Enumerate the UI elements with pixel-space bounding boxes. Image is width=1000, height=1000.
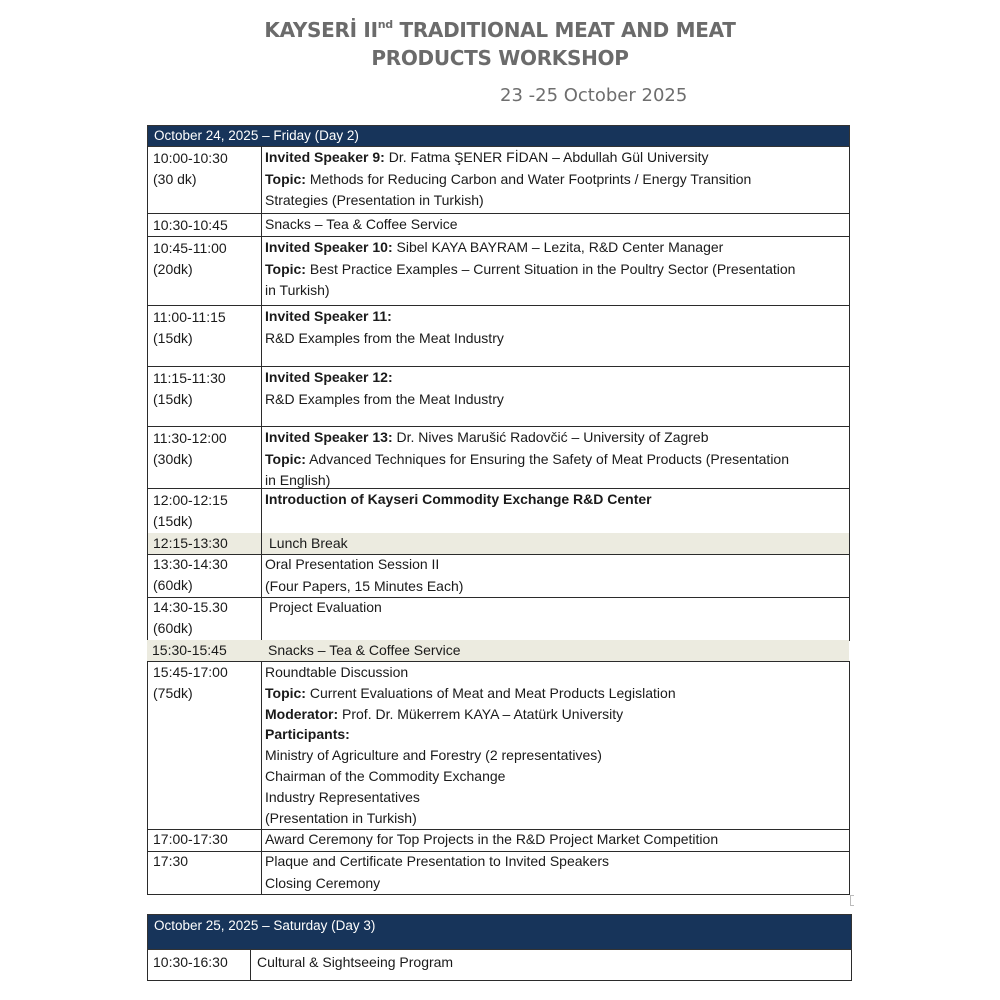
speaker-name: Sibel KAYA BAYRAM – Lezita, R&D Center Manager	[392, 239, 724, 255]
desc-cell	[262, 640, 849, 661]
title-suffix: TRADITIONAL MEAT AND MEAT	[392, 18, 736, 42]
duration: (20dk)	[153, 261, 193, 277]
time: 13:30-14:30	[153, 556, 228, 572]
table-row	[147, 305, 850, 367]
table-row	[147, 426, 850, 489]
topic-text: Best Practice Examples – Current Situation in the Poultry Sector (Presentation	[305, 260, 796, 277]
title-prefix: KAYSERİ II	[264, 18, 378, 42]
speaker-name: Dr. Nives Marušić Radovčić – University of Zagreb	[392, 429, 709, 445]
topic-text: R&D Examples from the Meat Industry	[265, 329, 504, 346]
time-cell	[148, 213, 262, 236]
desc-cell	[263, 851, 849, 894]
session-title: Introduction of Kayseri Commodity Exchange R&D Center	[265, 491, 652, 507]
time: 17:00-17:30	[153, 831, 228, 847]
moderator-label: Moderator:	[265, 705, 339, 722]
table-row	[147, 146, 850, 214]
desc-cell	[263, 662, 849, 829]
table-row	[147, 366, 850, 427]
session-title: Roundtable Discussion	[265, 664, 409, 680]
title-superscript: nd	[377, 18, 393, 31]
page-title-line1	[0, 18, 1000, 42]
duration: (75dk)	[153, 685, 193, 701]
desc-cell	[263, 533, 849, 554]
time-cell	[148, 851, 262, 894]
topic-text: R&D Examples from the Meat Industry	[265, 390, 504, 407]
time: 10:45-11:00	[153, 240, 227, 256]
duration: (15dk)	[153, 330, 193, 346]
time: 12:15-13:30	[153, 535, 228, 551]
day3-heading: October 25, 2025 – Saturday (Day 3)	[147, 914, 852, 950]
session-detail: (Four Papers, 15 Minutes Each)	[265, 577, 464, 594]
time-cell	[148, 829, 262, 851]
table-row-break	[147, 533, 850, 555]
duration: (15dk)	[153, 391, 193, 407]
time-cell	[148, 950, 251, 980]
participant: Ministry of Agriculture and Forestry (2 representatives)	[265, 747, 602, 764]
time-cell	[147, 640, 261, 661]
duration: (60dk)	[153, 620, 193, 636]
duration: (15dk)	[153, 513, 193, 529]
topic-text: Current Evaluations of Meat and Meat Products Legislation	[305, 684, 676, 701]
cell-marker	[850, 895, 854, 906]
time-cell	[148, 488, 262, 533]
topic-label: Topic:	[265, 170, 306, 187]
description: Project Evaluation	[269, 599, 382, 615]
table-row-break	[147, 640, 849, 662]
description: Snacks – Tea & Coffee Service	[268, 642, 461, 658]
time-cell	[148, 146, 262, 213]
time: 14:30-15.30	[153, 599, 228, 615]
time-cell	[148, 426, 262, 488]
table-row	[147, 661, 850, 830]
desc-cell	[263, 597, 849, 640]
desc-cell	[263, 213, 849, 236]
page-title-line2: PRODUCTS WORKSHOP	[371, 46, 629, 70]
table-row	[147, 950, 852, 981]
desc-cell	[263, 366, 849, 426]
language-note: (Presentation in Turkish)	[265, 809, 417, 826]
description: Cultural & Sightseeing Program	[257, 954, 454, 970]
table-row	[147, 829, 850, 852]
time: 15:45-17:00	[153, 664, 228, 680]
desc-cell	[263, 488, 849, 533]
time: 12:00-12:15	[153, 492, 228, 508]
table-row	[147, 488, 850, 534]
event-dates: 23 -25 October 2025	[500, 85, 688, 106]
duration: (60dk)	[153, 577, 193, 593]
topic-text: Methods for Reducing Carbon and Water Footprints / Energy Transition	[305, 170, 752, 187]
time-cell	[148, 236, 262, 305]
topic-text: Advanced Techniques for Ensuring the Safety of Meat Products (Presentation	[305, 450, 789, 467]
moderator-name: Prof. Dr. Mükerrem KAYA – Atatürk University	[338, 705, 624, 722]
topic-continuation: in Turkish)	[265, 282, 330, 298]
speaker-label: Invited Speaker 13:	[265, 429, 393, 445]
time: 11:00-11:15	[153, 309, 226, 325]
speaker-label: Invited Speaker 11:	[265, 308, 392, 324]
description: Lunch Break	[269, 535, 348, 551]
speaker-name: Dr. Fatma ŞENER FİDAN – Abdullah Gül University	[384, 149, 709, 165]
table-row	[147, 213, 850, 237]
description: Plaque and Certificate Presentation to Invited Speakers	[265, 853, 609, 869]
desc-cell	[257, 954, 453, 970]
topic-label: Topic:	[265, 260, 306, 277]
time: 11:30-12:00	[153, 430, 227, 446]
participant: Industry Representatives	[265, 788, 420, 805]
desc-cell	[263, 829, 849, 851]
topic-continuation: in English)	[265, 472, 331, 488]
participant: Chairman of the Commodity Exchange	[265, 767, 506, 784]
speaker-label: Invited Speaker 12:	[265, 369, 393, 385]
time: 17:30	[153, 853, 189, 869]
duration: (30dk)	[153, 451, 193, 467]
table-row	[147, 554, 850, 598]
description: Award Ceremony for Top Projects in the R&D Project Market Competition	[265, 831, 719, 847]
description-continuation: Closing Ceremony	[265, 874, 381, 891]
time-cell	[148, 597, 262, 640]
topic-continuation: Strategies (Presentation in Turkish)	[265, 192, 484, 208]
time: 10:30-16:30	[153, 954, 228, 970]
time-cell	[148, 554, 262, 597]
time-cell	[148, 366, 262, 426]
day2-heading: October 24, 2025 – Friday (Day 2)	[147, 125, 850, 147]
time-cell	[148, 533, 262, 554]
time: 11:15-11:30	[153, 370, 226, 386]
table-row	[147, 236, 850, 306]
table-row	[147, 851, 850, 895]
desc-cell	[263, 146, 849, 213]
duration: (30 dk)	[153, 171, 197, 187]
topic-label: Topic:	[265, 450, 306, 467]
desc-cell	[263, 554, 849, 597]
speaker-label: Invited Speaker 10:	[265, 239, 393, 255]
session-title: Oral Presentation Session II	[265, 556, 440, 572]
desc-cell	[263, 426, 849, 488]
time: 10:30-10:45	[153, 217, 228, 233]
time: 15:30-15:45	[152, 642, 227, 658]
desc-cell	[263, 236, 849, 305]
time: 10:00-10:30	[153, 150, 228, 166]
topic-label: Topic:	[265, 684, 306, 701]
table-row	[147, 597, 850, 641]
desc-cell	[263, 305, 849, 366]
participants-label: Participants:	[265, 726, 350, 743]
time-cell	[148, 305, 262, 366]
time-cell	[148, 662, 262, 829]
speaker-label: Invited Speaker 9:	[265, 149, 385, 165]
description: Snacks – Tea & Coffee Service	[265, 216, 458, 232]
